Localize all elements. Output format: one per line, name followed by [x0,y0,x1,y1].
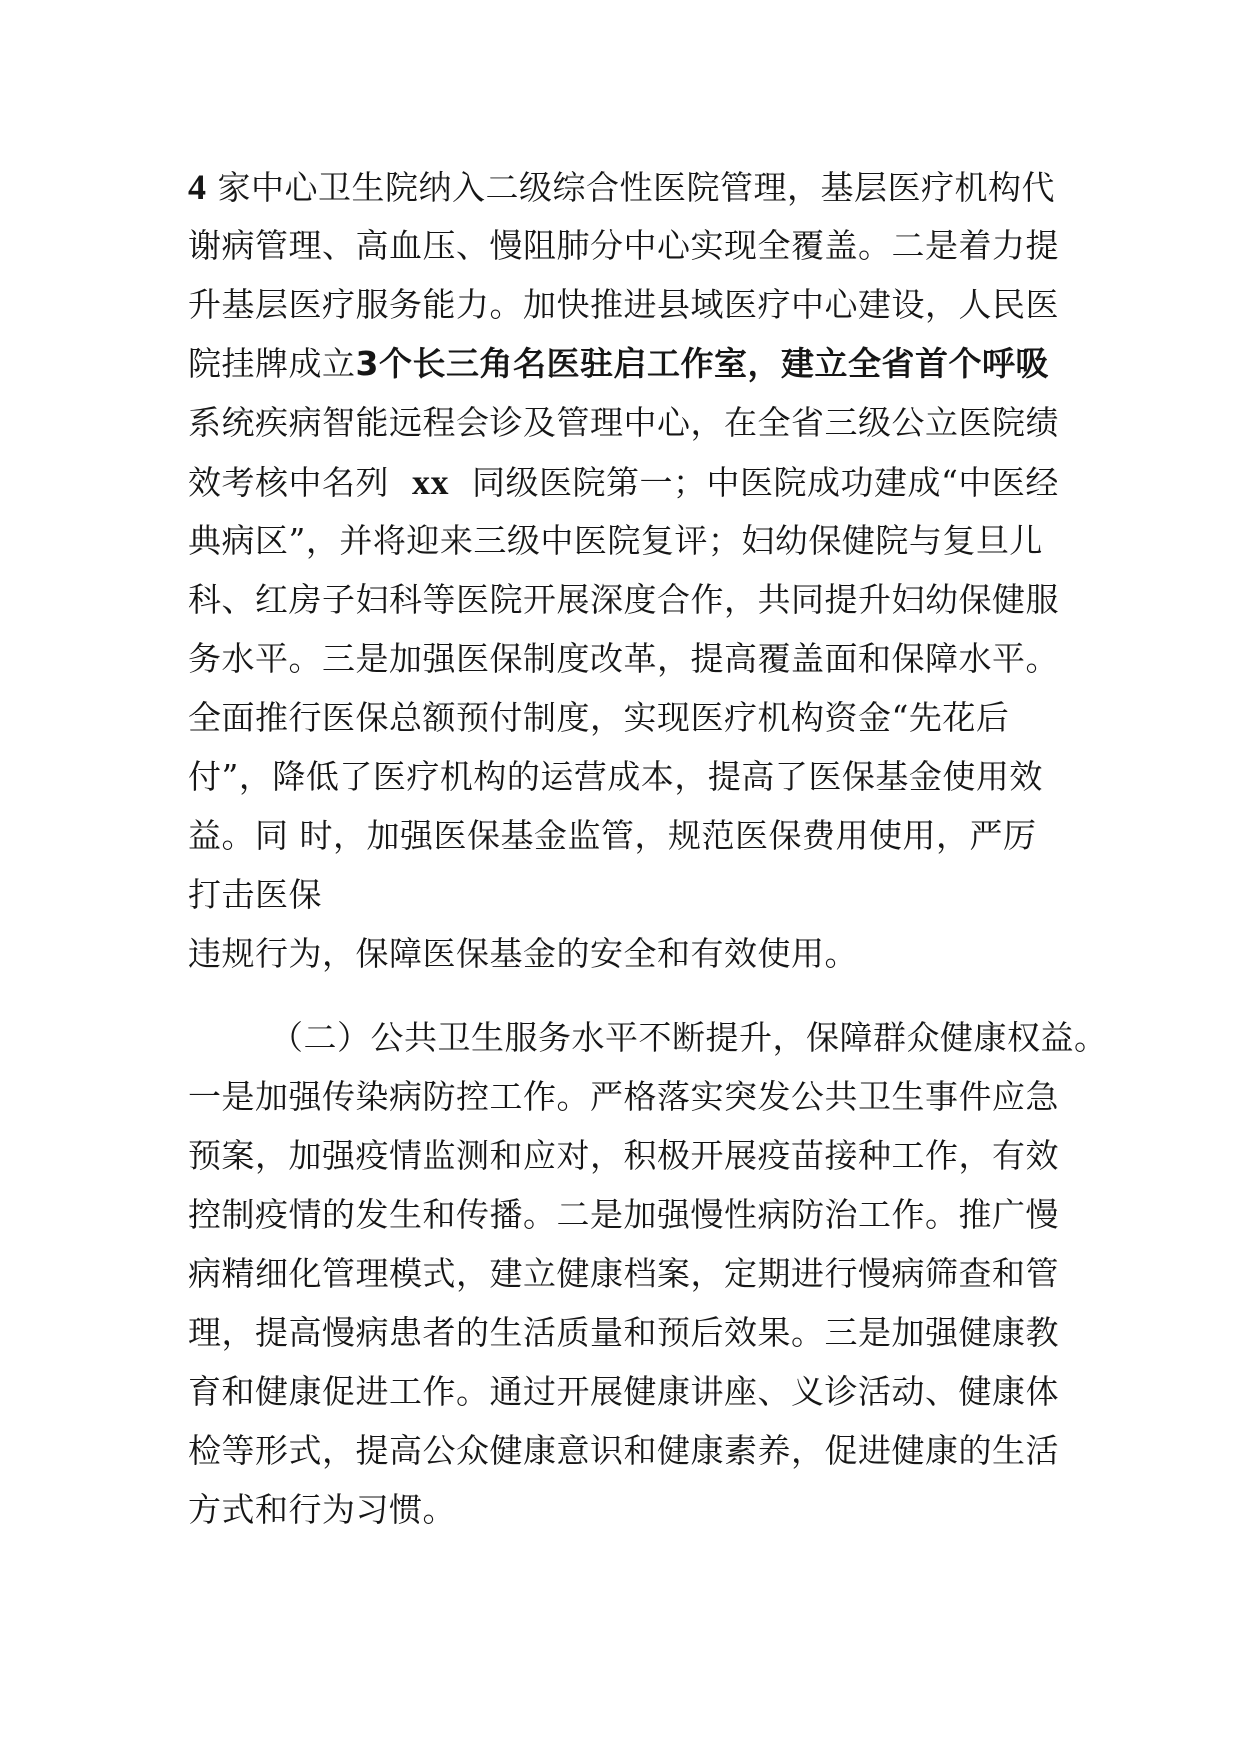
text-line: 理，提高慢病患者的生活质量和预后效果。三是加强健康教 [188,1313,1059,1352]
text-line: 务水平。三是加强医保制度改革，提高覆盖面和保障水平。 [188,639,1059,678]
line-text: 效考核中名列 [188,463,389,502]
text-line: 谢病管理、高血压、慢阻肺分中心实现全覆盖。二是着力提 [188,226,1059,265]
text-line: 育和健康促进工作。通过开展健康讲座、义诊活动、健康体 [188,1372,1059,1411]
text-line: 付”，降低了医疗机构的运营成本，提高了医保基金使用效 [188,757,1043,796]
bold-highlight-text: 3个长三角名医驻启工作室，建立全省首个呼吸 [355,344,1049,383]
section-heading-line: （二）公共卫生服务水平不断提升，保障群众健康权益。 [270,1018,1108,1057]
placeholder-xx: xx [412,462,449,502]
line-text: 同级医院第一；中医院成功建成“中医经 [472,463,1059,502]
line-text: 院挂牌成立 [188,344,356,383]
text-line: 全面推行医保总额预付制度，实现医疗机构资金“先花后 [188,698,1010,737]
text-line: 益。同 时，加强医保基金监管，规范医保费用使用，严厉 [188,816,1037,855]
text-line: 预案，加强疫情监测和应对，积极开展疫苗接种工作，有效 [188,1136,1059,1175]
text-line: 一是加强传染病防控工作。严格落实突发公共卫生事件应急 [188,1077,1059,1116]
text-line: 病精细化管理模式，建立健康档案，定期进行慢病筛查和管 [188,1254,1059,1293]
count-number: 4 [188,167,207,207]
text-line: 方式和行为习惯。 [188,1490,456,1529]
text-line: 检等形式，提高公众健康意识和健康素养，促进健康的生活 [188,1431,1059,1470]
text-line: 系统疾病智能远程会诊及管理中心，在全省三级公立医院绩 [188,403,1059,442]
text-line: 典病区”，并将迎来三级中医院复评；妇幼保健院与复旦儿 [188,521,1043,560]
text-line [188,334,1049,394]
text-line: 控制疫情的发生和传播。二是加强慢性病防治工作。推广慢 [188,1195,1059,1234]
text-line: 违规行为，保障医保基金的安全和有效使用。 [188,934,858,973]
text-line: 打击医保 [188,875,322,914]
text-line: 科、红房子妇科等医院开展深度合作，共同提升妇幼保健服 [188,580,1059,619]
text-line: 升基层医疗服务能力。加快推进县域医疗中心建设，人民医 [188,285,1059,324]
text-line [188,452,1059,512]
line-text: 家中心卫生院纳入二级综合性医院管理，基层医疗机构代 [217,168,1055,207]
text-line [188,157,1055,217]
